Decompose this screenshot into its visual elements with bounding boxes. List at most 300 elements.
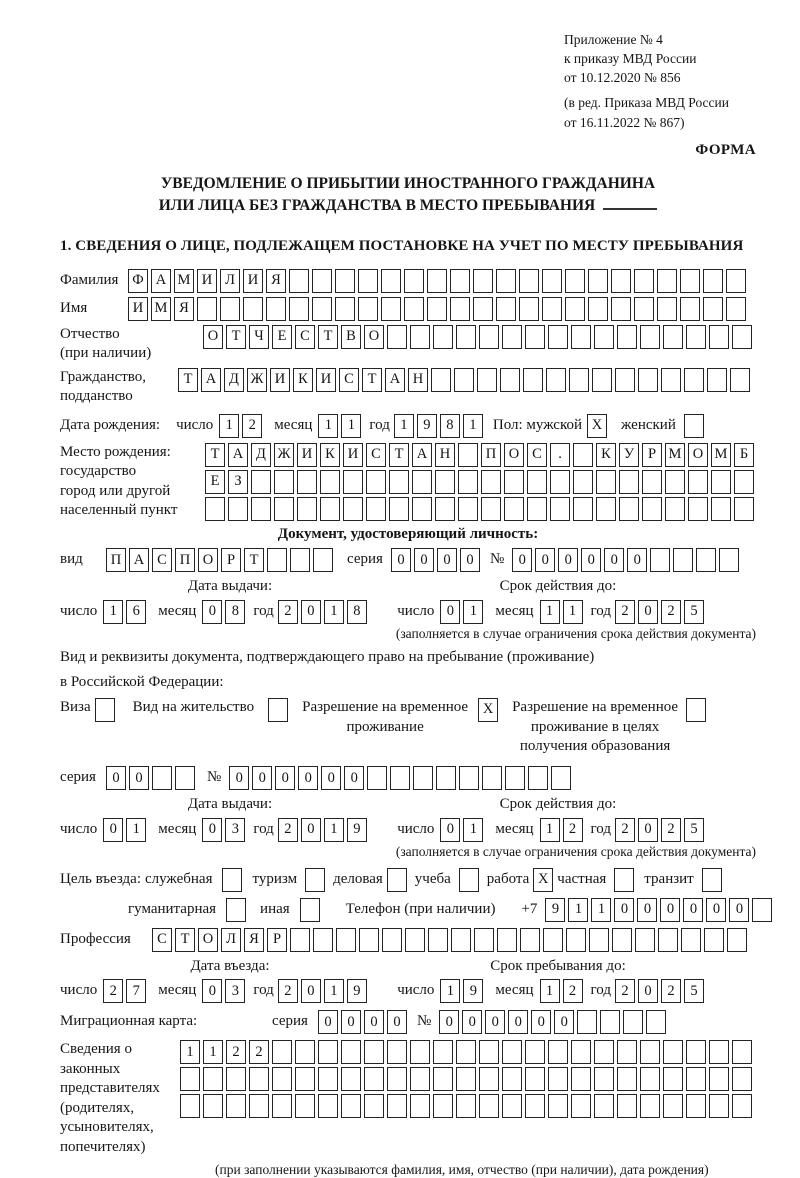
char-box[interactable] [412,497,432,521]
char-box[interactable] [335,297,355,321]
char-box[interactable] [479,1067,499,1091]
char-box[interactable]: И [270,368,290,392]
char-box[interactable] [295,1094,315,1118]
char-box[interactable]: 0 [706,898,726,922]
char-box[interactable] [686,1040,706,1064]
char-box[interactable]: И [343,443,363,467]
char-box[interactable] [427,269,447,293]
char-box[interactable]: О [504,443,524,467]
char-box[interactable] [663,1040,683,1064]
char-box[interactable]: 0 [414,548,434,572]
char-box[interactable] [458,470,478,494]
char-box[interactable]: 5 [684,818,704,842]
char-box[interactable] [272,1094,292,1118]
char-box[interactable]: 0 [535,548,555,572]
char-box[interactable] [752,898,772,922]
char-box[interactable] [341,1094,361,1118]
char-box[interactable]: С [339,368,359,392]
char-box[interactable]: Т [175,928,195,952]
char-box[interactable]: Т [205,443,225,467]
char-box[interactable]: 0 [344,766,364,790]
char-box[interactable]: 0 [440,600,460,624]
char-box[interactable]: 1 [103,600,123,624]
char-box[interactable] [497,928,517,952]
char-box[interactable]: С [295,325,315,349]
char-box[interactable] [634,297,654,321]
char-box[interactable] [548,1040,568,1064]
char-box[interactable] [205,497,225,521]
char-box[interactable] [519,297,539,321]
char-box[interactable] [456,1040,476,1064]
char-box[interactable]: 2 [661,818,681,842]
char-box[interactable] [290,928,310,952]
char-box[interactable] [688,497,708,521]
char-box[interactable] [249,1094,269,1118]
char-box[interactable]: О [198,548,218,572]
char-box[interactable]: 1 [540,818,560,842]
char-box[interactable] [502,1040,522,1064]
char-box[interactable] [542,297,562,321]
char-box[interactable] [502,325,522,349]
char-box[interactable]: . [550,443,570,467]
char-box[interactable]: М [174,269,194,293]
char-box[interactable] [732,1067,752,1091]
char-box[interactable] [479,1040,499,1064]
char-box[interactable] [571,1067,591,1091]
char-box[interactable]: Н [435,443,455,467]
char-box[interactable] [433,325,453,349]
char-box[interactable]: Ж [274,443,294,467]
char-box[interactable]: 0 [301,818,321,842]
char-box[interactable]: 1 [463,414,483,438]
purpose-tourism-checkbox[interactable] [305,868,325,892]
char-box[interactable]: 1 [203,1040,223,1064]
char-box[interactable]: 1 [318,414,338,438]
char-box[interactable] [548,325,568,349]
char-box[interactable] [550,497,570,521]
char-box[interactable] [615,368,635,392]
char-box[interactable]: 2 [661,979,681,1003]
char-box[interactable]: 0 [638,600,658,624]
char-box[interactable] [594,325,614,349]
char-box[interactable] [456,325,476,349]
char-box[interactable] [433,1094,453,1118]
char-box[interactable]: Н [408,368,428,392]
char-box[interactable]: 1 [219,414,239,438]
char-box[interactable] [451,928,471,952]
char-box[interactable] [175,766,195,790]
char-box[interactable]: 9 [545,898,565,922]
char-box[interactable] [450,269,470,293]
char-box[interactable]: 0 [614,898,634,922]
char-box[interactable]: Е [272,325,292,349]
char-box[interactable] [387,1040,407,1064]
char-box[interactable] [413,766,433,790]
char-box[interactable] [623,1010,643,1034]
char-box[interactable]: 0 [437,548,457,572]
char-box[interactable]: 0 [301,979,321,1003]
char-box[interactable] [358,297,378,321]
char-box[interactable] [358,269,378,293]
char-box[interactable] [454,368,474,392]
char-box[interactable]: 1 [324,600,344,624]
char-box[interactable] [719,548,739,572]
char-box[interactable] [459,766,479,790]
char-box[interactable] [525,325,545,349]
char-box[interactable]: О [364,325,384,349]
char-box[interactable]: 0 [439,1010,459,1034]
char-box[interactable] [638,368,658,392]
char-box[interactable] [588,269,608,293]
char-box[interactable]: 1 [341,414,361,438]
char-box[interactable] [571,1094,591,1118]
char-box[interactable] [433,1040,453,1064]
char-box[interactable]: Т [244,548,264,572]
char-box[interactable]: О [688,443,708,467]
char-box[interactable]: З [228,470,248,494]
char-box[interactable]: 9 [347,979,367,1003]
char-box[interactable] [359,928,379,952]
char-box[interactable]: М [665,443,685,467]
char-box[interactable] [596,497,616,521]
char-box[interactable] [569,368,589,392]
char-box[interactable]: 1 [568,898,588,922]
char-box[interactable]: 1 [324,818,344,842]
char-box[interactable] [180,1094,200,1118]
char-box[interactable] [410,1067,430,1091]
char-box[interactable]: А [151,269,171,293]
char-box[interactable]: О [198,928,218,952]
char-box[interactable]: Д [224,368,244,392]
char-box[interactable]: 0 [683,898,703,922]
char-box[interactable]: Д [251,443,271,467]
char-box[interactable]: 2 [563,818,583,842]
char-box[interactable] [197,297,217,321]
char-box[interactable] [433,1067,453,1091]
char-box[interactable] [619,497,639,521]
char-box[interactable]: 0 [638,979,658,1003]
char-box[interactable] [565,269,585,293]
temp-residence-checkbox[interactable]: X [478,698,498,722]
char-box[interactable]: У [619,443,639,467]
char-box[interactable] [320,497,340,521]
char-box[interactable]: П [175,548,195,572]
char-box[interactable]: С [366,443,386,467]
char-box[interactable] [381,269,401,293]
char-box[interactable] [504,470,524,494]
char-box[interactable] [436,766,456,790]
char-box[interactable] [274,497,294,521]
char-box[interactable]: 2 [103,979,123,1003]
char-box[interactable] [527,470,547,494]
char-box[interactable]: П [481,443,501,467]
temp-residence-edu-checkbox[interactable] [686,698,706,722]
char-box[interactable]: 2 [615,818,635,842]
char-box[interactable]: 0 [391,548,411,572]
char-box[interactable] [550,470,570,494]
char-box[interactable] [320,470,340,494]
char-box[interactable] [381,297,401,321]
char-box[interactable] [297,470,317,494]
char-box[interactable]: Ж [247,368,267,392]
char-box[interactable] [410,1094,430,1118]
char-box[interactable]: 1 [563,600,583,624]
char-box[interactable] [502,1067,522,1091]
char-box[interactable] [612,928,632,952]
gender-male-checkbox[interactable]: X [587,414,607,438]
char-box[interactable] [525,1040,545,1064]
char-box[interactable] [696,548,716,572]
char-box[interactable] [318,1094,338,1118]
char-box[interactable] [617,325,637,349]
purpose-work-checkbox[interactable]: X [533,868,553,892]
char-box[interactable]: Т [226,325,246,349]
char-box[interactable] [527,497,547,521]
char-box[interactable] [431,368,451,392]
char-box[interactable] [528,766,548,790]
char-box[interactable] [709,1094,729,1118]
char-box[interactable] [335,269,355,293]
char-box[interactable]: 0 [129,766,149,790]
char-box[interactable] [573,470,593,494]
char-box[interactable]: 2 [615,600,635,624]
purpose-other-checkbox[interactable] [300,898,320,922]
char-box[interactable] [387,1067,407,1091]
char-box[interactable] [571,325,591,349]
char-box[interactable] [226,1094,246,1118]
char-box[interactable]: Я [244,928,264,952]
char-box[interactable] [565,297,585,321]
char-box[interactable]: 2 [661,600,681,624]
char-box[interactable] [732,1094,752,1118]
char-box[interactable] [520,928,540,952]
char-box[interactable] [477,368,497,392]
char-box[interactable] [479,325,499,349]
char-box[interactable] [428,928,448,952]
char-box[interactable] [596,470,616,494]
char-box[interactable]: И [197,269,217,293]
char-box[interactable]: 0 [252,766,272,790]
char-box[interactable]: Т [178,368,198,392]
char-box[interactable]: 0 [581,548,601,572]
char-box[interactable] [220,297,240,321]
char-box[interactable]: А [129,548,149,572]
char-box[interactable]: 6 [126,600,146,624]
char-box[interactable]: 8 [440,414,460,438]
char-box[interactable]: Л [221,928,241,952]
char-box[interactable]: 1 [440,979,460,1003]
char-box[interactable]: 5 [684,979,704,1003]
char-box[interactable] [617,1067,637,1091]
char-box[interactable] [456,1094,476,1118]
char-box[interactable] [367,766,387,790]
char-box[interactable] [734,470,754,494]
char-box[interactable] [479,1094,499,1118]
char-box[interactable] [680,269,700,293]
char-box[interactable] [592,368,612,392]
char-box[interactable]: 1 [463,600,483,624]
char-box[interactable] [571,1040,591,1064]
char-box[interactable] [343,470,363,494]
char-box[interactable]: А [385,368,405,392]
char-box[interactable] [730,368,750,392]
char-box[interactable] [703,297,723,321]
char-box[interactable]: 0 [229,766,249,790]
char-box[interactable] [542,269,562,293]
char-box[interactable] [318,1067,338,1091]
purpose-study-checkbox[interactable] [459,868,479,892]
char-box[interactable] [611,297,631,321]
char-box[interactable] [251,470,271,494]
purpose-transit-checkbox[interactable] [702,868,722,892]
char-box[interactable] [525,1094,545,1118]
char-box[interactable]: М [711,443,731,467]
char-box[interactable] [709,1067,729,1091]
char-box[interactable]: 2 [278,979,298,1003]
char-box[interactable] [272,1040,292,1064]
char-box[interactable] [707,368,727,392]
char-box[interactable]: 0 [485,1010,505,1034]
char-box[interactable] [366,470,386,494]
char-box[interactable] [673,548,693,572]
char-box[interactable] [387,1094,407,1118]
char-box[interactable] [588,297,608,321]
char-box[interactable] [203,1094,223,1118]
char-box[interactable] [435,470,455,494]
char-box[interactable] [410,325,430,349]
purpose-business-checkbox[interactable] [387,868,407,892]
char-box[interactable] [152,766,172,790]
char-box[interactable] [551,766,571,790]
char-box[interactable] [732,325,752,349]
char-box[interactable]: 1 [324,979,344,1003]
char-box[interactable]: 2 [226,1040,246,1064]
char-box[interactable]: 3 [225,979,245,1003]
char-box[interactable] [650,548,670,572]
char-box[interactable]: 1 [540,979,560,1003]
char-box[interactable] [726,269,746,293]
char-box[interactable]: 0 [341,1010,361,1034]
char-box[interactable]: 0 [638,818,658,842]
char-box[interactable]: 0 [637,898,657,922]
char-box[interactable]: А [201,368,221,392]
char-box[interactable] [295,1040,315,1064]
char-box[interactable] [611,269,631,293]
char-box[interactable]: 0 [275,766,295,790]
char-box[interactable]: 8 [225,600,245,624]
char-box[interactable] [734,497,754,521]
char-box[interactable] [364,1094,384,1118]
char-box[interactable]: С [527,443,547,467]
char-box[interactable] [505,766,525,790]
char-box[interactable] [657,297,677,321]
char-box[interactable] [412,470,432,494]
visa-checkbox[interactable] [95,698,115,722]
char-box[interactable] [680,297,700,321]
char-box[interactable] [600,1010,620,1034]
char-box[interactable]: 0 [660,898,680,922]
char-box[interactable] [709,325,729,349]
char-box[interactable]: 1 [180,1040,200,1064]
char-box[interactable]: В [341,325,361,349]
char-box[interactable]: Ч [249,325,269,349]
char-box[interactable] [404,297,424,321]
char-box[interactable] [703,269,723,293]
char-box[interactable]: 0 [202,979,222,1003]
char-box[interactable]: Т [318,325,338,349]
char-box[interactable] [619,470,639,494]
char-box[interactable] [405,928,425,952]
char-box[interactable]: С [152,928,172,952]
char-box[interactable] [274,470,294,494]
char-box[interactable] [473,269,493,293]
char-box[interactable] [546,368,566,392]
char-box[interactable] [458,443,478,467]
char-box[interactable] [226,1067,246,1091]
char-box[interactable] [289,269,309,293]
char-box[interactable]: 0 [512,548,532,572]
char-box[interactable] [404,269,424,293]
char-box[interactable]: П [106,548,126,572]
char-box[interactable] [336,928,356,952]
char-box[interactable] [663,1067,683,1091]
char-box[interactable]: 1 [394,414,414,438]
char-box[interactable] [251,497,271,521]
residence-permit-checkbox[interactable] [268,698,288,722]
char-box[interactable] [180,1067,200,1091]
char-box[interactable] [665,470,685,494]
char-box[interactable] [456,1067,476,1091]
char-box[interactable]: 9 [347,818,367,842]
char-box[interactable] [566,928,586,952]
char-box[interactable]: 0 [508,1010,528,1034]
char-box[interactable] [427,297,447,321]
char-box[interactable]: 0 [558,548,578,572]
char-box[interactable]: 0 [321,766,341,790]
char-box[interactable]: Т [362,368,382,392]
char-box[interactable]: Я [174,297,194,321]
char-box[interactable] [663,325,683,349]
char-box[interactable] [435,497,455,521]
char-box[interactable]: А [228,443,248,467]
char-box[interactable]: И [316,368,336,392]
char-box[interactable] [364,1040,384,1064]
char-box[interactable] [657,269,677,293]
char-box[interactable]: 0 [554,1010,574,1034]
char-box[interactable] [658,928,678,952]
purpose-humanitarian-checkbox[interactable] [226,898,246,922]
char-box[interactable] [594,1094,614,1118]
char-box[interactable] [295,1067,315,1091]
char-box[interactable]: 0 [387,1010,407,1034]
char-box[interactable] [341,1067,361,1091]
char-box[interactable] [686,1067,706,1091]
char-box[interactable] [642,497,662,521]
char-box[interactable] [646,1010,666,1034]
char-box[interactable]: Р [267,928,287,952]
char-box[interactable]: И [128,297,148,321]
char-box[interactable] [640,1067,660,1091]
char-box[interactable]: 0 [202,600,222,624]
char-box[interactable] [684,368,704,392]
char-box[interactable] [504,497,524,521]
char-box[interactable] [312,297,332,321]
char-box[interactable] [228,497,248,521]
char-box[interactable] [473,297,493,321]
char-box[interactable] [688,470,708,494]
char-box[interactable] [642,470,662,494]
char-box[interactable]: К [293,368,313,392]
